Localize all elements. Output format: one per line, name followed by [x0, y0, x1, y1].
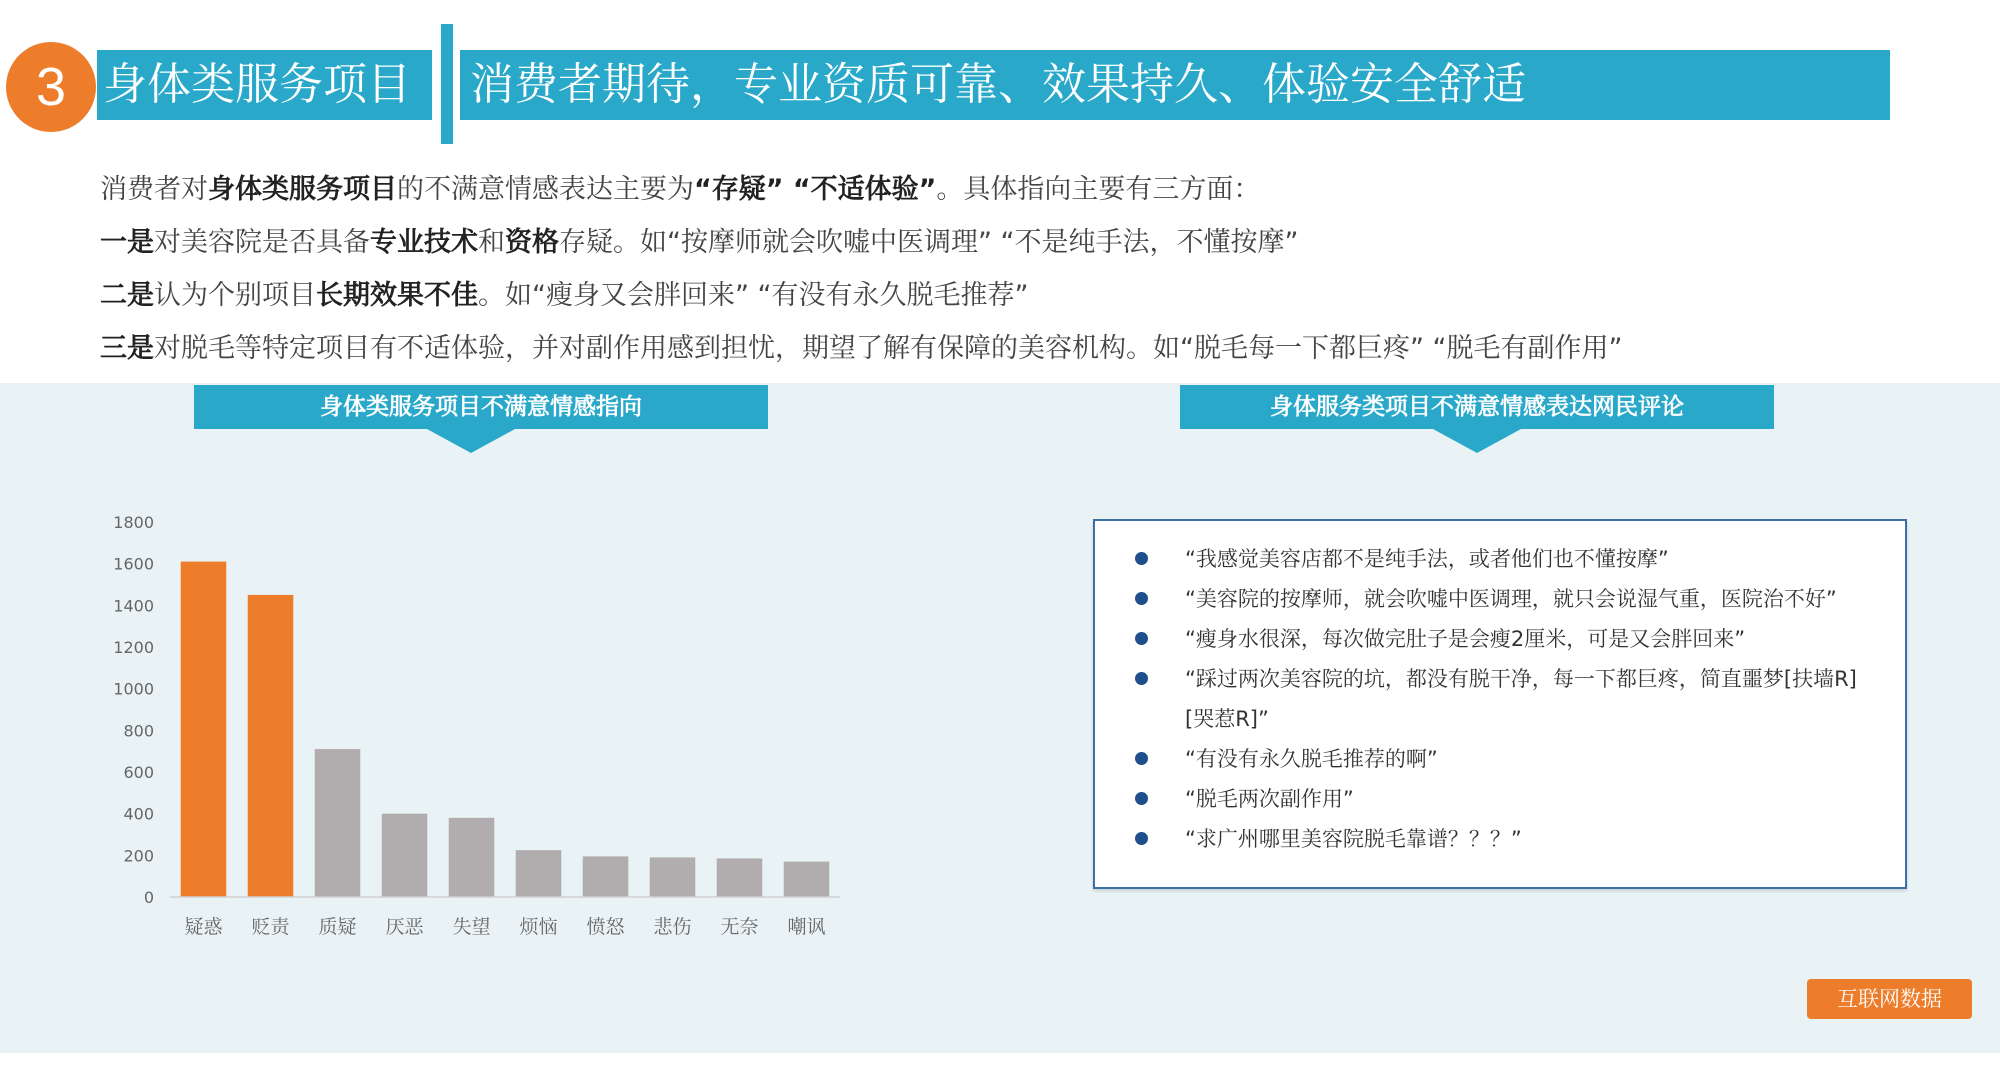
intro-bold-span: 一是 [100, 227, 154, 258]
bar-3 [315, 749, 361, 897]
y-tick-label: 1000 [113, 679, 154, 699]
intro-text-span: 对美容院是否具备 [154, 227, 370, 258]
bar-2 [248, 595, 294, 897]
intro-bold-span: 专业技术 [370, 227, 478, 258]
intro-text-span: 存疑。如“按摩师就会吹嘘中医调理” “不是纯手法，不懂按摩” [559, 227, 1299, 258]
x-tick-label: 愤怒 [586, 916, 625, 938]
bar-8 [650, 857, 696, 897]
y-tick-label: 600 [123, 763, 154, 782]
comment-text: “踩过两次美容院的坑，都没有脱干净，每一下都巨疼，简直噩梦[扶墙R] [哭惹R]” [1185, 667, 1857, 731]
y-tick-label: 1800 [113, 513, 154, 532]
bar-10 [784, 862, 830, 897]
x-tick-label: 贬责 [251, 916, 290, 938]
comment-item [1135, 739, 1885, 779]
y-tick-label: 1400 [113, 596, 154, 616]
x-tick-label: 悲伤 [653, 916, 692, 938]
comment-item [1135, 579, 1885, 619]
comment-text: “有没有永久脱毛推荐的啊” [1185, 747, 1438, 771]
comment-item [1135, 539, 1885, 579]
x-tick-label: 失望 [452, 916, 491, 938]
bar-7 [583, 856, 629, 897]
section-number-badge: 3 [6, 42, 96, 132]
x-tick-label: 无奈 [720, 916, 759, 938]
bar-9 [717, 858, 763, 897]
x-tick-label: 嘲讽 [787, 916, 826, 938]
intro-bold-span: 二是 [100, 280, 154, 311]
bullet-icon [1135, 792, 1148, 805]
x-tick-label: 烦恼 [519, 916, 558, 938]
comment-item [1135, 659, 1885, 739]
intro-text-span: 对脱毛等特定项目有不适体验，并对副作用感到担忧，期望了解有保障的美容机构。如“脱毛每一下都巨疼” “脱毛有副作用” [154, 333, 1623, 364]
intro-bold-span: 长期效果不佳 [316, 280, 478, 311]
y-tick-label: 400 [123, 804, 154, 824]
comment-text: “我感觉美容店都不是纯手法，或者他们也不懂按摩” [1185, 547, 1669, 571]
comment-text: “瘦身水很深，每次做完肚子是会瘦2厘米，可是又会胖回来” [1185, 627, 1746, 651]
comment-text: “脱毛两次副作用” [1185, 787, 1354, 811]
comment-text: “美容院的按摩师，就会吹嘘中医调理，就只会说湿气重，医院治不好” [1185, 587, 1837, 611]
comments-banner: 身体服务类项目不满意情感表达网民评论 [1180, 385, 1774, 429]
intro-text-span: 。具体指向主要有三方面： [936, 174, 1261, 205]
intro-text-span: 。如“瘦身又会胖回来” “有没有永久脱毛推荐” [478, 280, 1029, 311]
section-subtitle: 消费者期待，专业资质可靠、效果持久、体验安全舒适 [470, 59, 1526, 110]
comment-text: “求广州哪里美容院脱毛靠谱？？？” [1185, 827, 1522, 851]
intro-bold-span: 三是 [100, 333, 154, 364]
x-tick-label: 厌恶 [385, 916, 424, 938]
y-tick-label: 1600 [113, 554, 154, 574]
comments-box [1093, 519, 1907, 889]
intro-text-span: 消费者对 [100, 174, 208, 205]
intro-text-span: 和 [478, 227, 505, 258]
intro-text-span: 的不满意情感表达主要为 [397, 174, 694, 205]
section-title: 身体类服务项目 [103, 59, 411, 110]
chart-banner: 身体类服务项目不满意情感指向 [194, 385, 768, 429]
x-tick-label: 质疑 [318, 916, 357, 938]
intro-bold-span: “存疑” “不适体验” [694, 174, 937, 205]
bullet-icon [1135, 672, 1148, 685]
intro-text-span: 认为个别项目 [154, 280, 316, 311]
y-tick-label: 800 [123, 721, 154, 741]
bar-4 [382, 814, 428, 897]
bar-6 [516, 850, 562, 897]
comment-item [1135, 779, 1885, 819]
comment-item [1135, 819, 1885, 859]
intro-bold-span: 资格 [505, 227, 559, 258]
bullet-icon [1135, 752, 1148, 765]
intro-bold-span: 身体类服务项目 [208, 174, 397, 205]
y-tick-label: 200 [123, 846, 154, 866]
y-tick-label: 1200 [113, 638, 154, 657]
y-tick-label: 0 [143, 888, 154, 907]
bullet-icon [1135, 832, 1148, 845]
bullet-icon [1135, 552, 1148, 565]
x-tick-label: 疑惑 [184, 916, 223, 938]
bar-5 [449, 818, 495, 897]
source-badge: 互联网数据 [1807, 979, 1972, 1019]
bullet-icon [1135, 592, 1148, 605]
bar-1 [181, 562, 227, 897]
bullet-icon [1135, 632, 1148, 645]
comments-list [1095, 521, 1905, 859]
comment-item [1135, 619, 1885, 659]
